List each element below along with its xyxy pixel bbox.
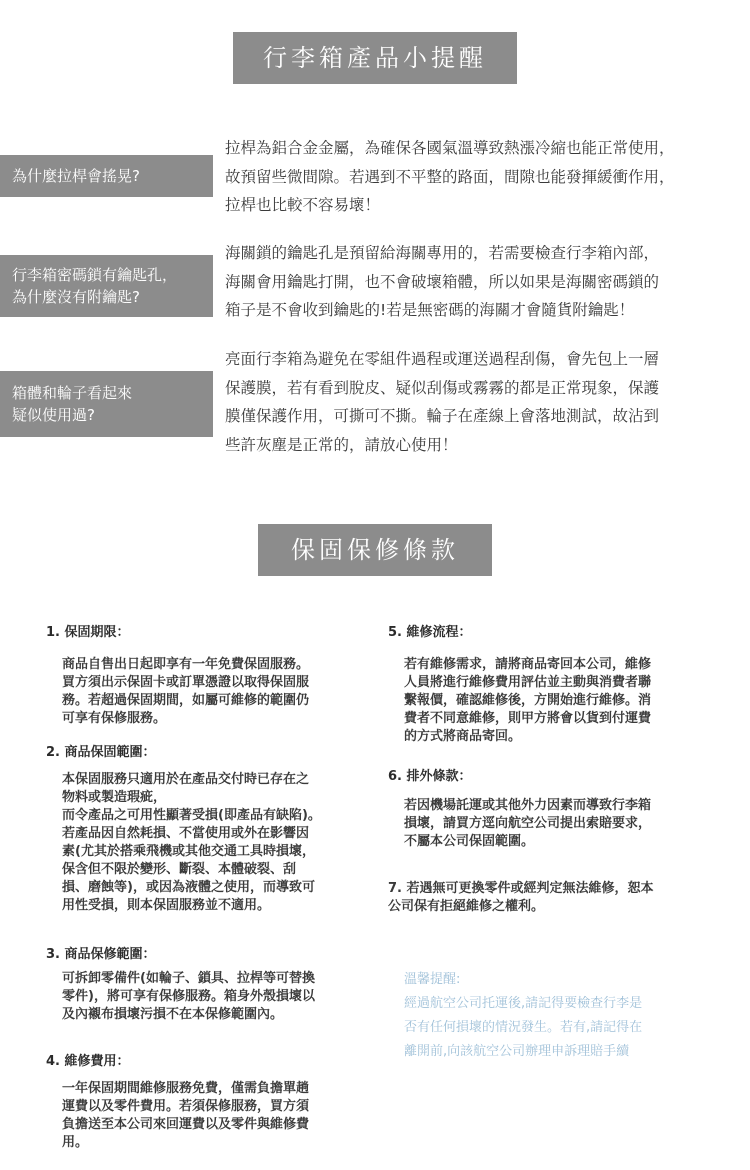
answer-line: 海關鎖的鑰匙孔是預留給海關專用的，若需要檢查行李箱內部， [225,244,660,262]
repair-scope-title: 3. 商品保修範圍： [46,947,156,962]
question-line: 為什麼沒有附鑰匙? [12,288,140,306]
answer-line: 箱子是不會收到鑰匙的!若是無密碼的海關才會隨貨附鑰匙！ [225,301,635,319]
repair-fee-body: 一年保固期間維修服務免費，僅需負擔單趟 運費以及零件費用。若須保修服務，買方須 負擔送至本公司來回運費以及零件與維修費 用。 [62,1081,310,1150]
warranty-period-body: 商品自售出日起即享有一年免費保固服務。 買方須出示保固卡或訂單憑證以取得保固服 務。若超過保固期間，如屬可維修的範圍仍 可享有保修服務。 [62,657,310,726]
warranty-period-title: 1. 保固期限： [46,625,130,640]
answer-line: 膜僅保護作用，可撕可不撕。輪子在產線上會落地測試，故沾到 [225,407,660,425]
reminder-note: 溫馨提醒: 經過航空公司托運後,請記得要檢查行李是 否有任何損壞的情況發生。若有,請記得在 離開前,向該航空公司辦理申訴理賠手續 [404,972,643,1059]
warranty-scope-body: 本保固服務只適用於在產品交付時已存在之 物料或製造瑕疵， 而令產品之可用性顯著受損(即產品有缺陷)。 若產品因自然耗損、不當使用或外在影響因 素(尤其於搭乘飛機或其他交通工具時損壞， 保含但不限於變形、斷裂、本體破裂、刮 損、磨蝕等)，或因為液體之使用，而導致可 用性受損，則本保固服務並不適用。 [62,772,321,913]
question-label-handle-wobble [0,155,213,197]
repair-fee-title: 4. 維修費用： [46,1054,130,1069]
question-line: 疑似使用過? [12,406,95,424]
answer-line: 些許灰塵是正常的，請放心使用！ [225,435,458,454]
warranty-banner: 保固保修條款 [258,524,492,576]
exclusion-title: 6. 排外條款： [388,769,472,784]
warranty-scope-title: 2. 商品保固範圍： [46,745,156,760]
answer-line: 亮面行李箱為避免在零組件過程或運送過程刮傷，會先包上一層 [225,350,660,368]
answer-lock-key [225,239,745,325]
answer-used-look [225,345,745,459]
repair-process-title: 5. 維修流程： [388,625,472,640]
refusal-clause: 7. 若遇無可更換零件或經判定無法維修，恕本 公司保有拒絕維修之權利。 [388,881,654,914]
repair-process-body: 若有維修需求，請將商品寄回本公司，維修 人員將進行維修費用評估並主動與消費者聯 繫報價，確認維修後，方開始進行維修。消 費者不同意維修，則甲方將會以貨到付運費 的方式將商品寄回。 [404,657,652,744]
tips-banner: 行李箱產品小提醒 [233,32,517,84]
question-line: 箱體和輪子看起來 [12,384,133,402]
question-line: 為什麼拉桿會搖晃? [12,167,140,185]
answer-line: 故預留些微間隙。若遇到不平整的路面，間隙也能發揮緩衝作用， [225,167,675,186]
question-line: 行李箱密碼鎖有鑰匙孔， [12,266,178,284]
exclusion-body: 若因機場託運或其他外力因素而導致行李箱 損壞，請買方逕向航空公司提出索賠要求， 不屬本公司保固範圍。 [404,798,652,849]
answer-line: 拉桿也比較不容易壞！ [225,196,381,214]
answer-handle-wobble [225,134,745,220]
question-label-used-look [0,371,213,437]
answer-line: 保護膜，若有看到脫皮、疑似刮傷或霧霧的都是正常現象，保護 [225,378,660,397]
question-label-lock-key [0,255,213,317]
answer-line: 海關會用鑰匙打開，也不會破壞箱體，所以如果是海關密碼鎖的 [225,272,660,291]
repair-scope-body: 可拆卸零備件(如輪子、鎖具、拉桿等可替換 零件)，將可享有保修服務。箱身外殼損壞以 及內襯布損壞污損不在本保修範圍內。 [62,971,315,1022]
answer-line: 拉桿為鋁合金金屬，為確保各國氣溫導致熱漲冷縮也能正常使用， [225,139,675,157]
